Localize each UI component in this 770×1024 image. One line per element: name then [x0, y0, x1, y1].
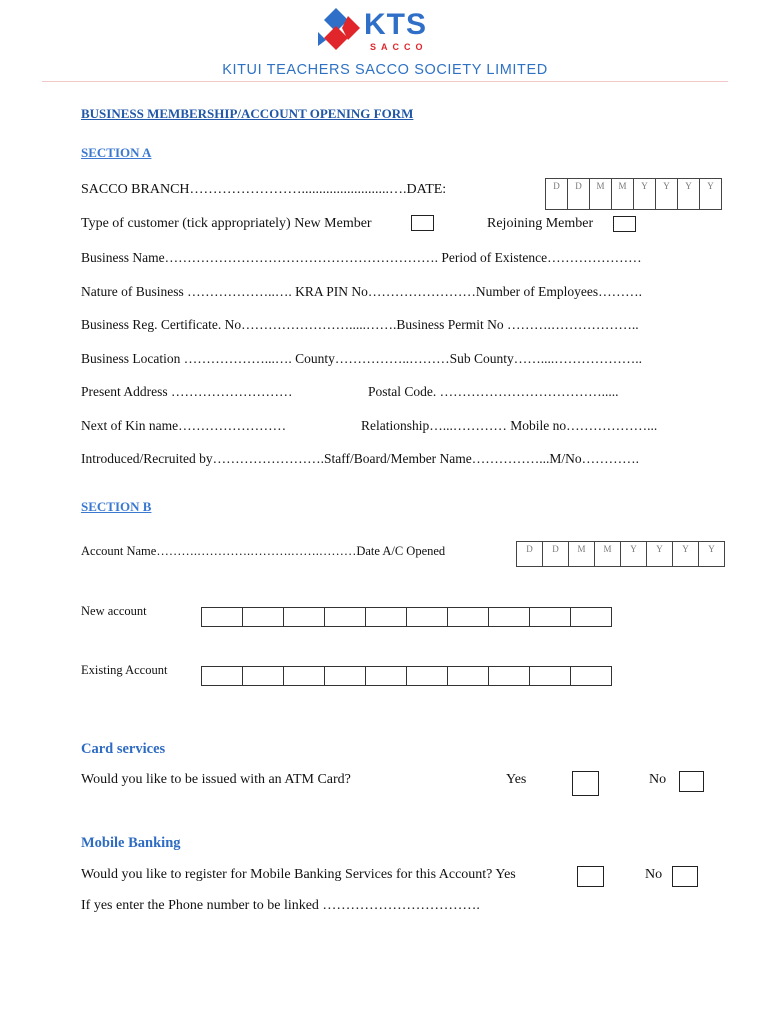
date-cell[interactable]: Y [647, 542, 673, 566]
postal-code-field[interactable]: Postal Code. ………………………………..... [368, 384, 619, 399]
customer-type-label: Type of customer (tick appropriately) New Member [81, 216, 372, 231]
date-cell[interactable]: Y [621, 542, 647, 566]
date-cell[interactable]: Y [673, 542, 699, 566]
date-opened-boxes[interactable] [516, 541, 725, 567]
kts-logo [314, 6, 444, 54]
atm-yes-label: Yes [506, 772, 527, 787]
kts-logo-mark-icon [314, 6, 364, 52]
date-cell[interactable]: M [590, 179, 612, 209]
date-cell[interactable]: Y [678, 179, 700, 209]
new-member-checkbox[interactable] [411, 215, 434, 231]
date-cell[interactable]: M [569, 542, 595, 566]
date-cell[interactable]: M [612, 179, 634, 209]
date-cell[interactable]: D [546, 179, 568, 209]
date-cell[interactable]: D [517, 542, 543, 566]
rejoining-member-label: Rejoining Member [487, 216, 594, 231]
date-boxes[interactable] [545, 178, 722, 210]
mobile-no-label: No [645, 867, 663, 882]
org-name: KITUI TEACHERS SACCO SOCIETY LIMITED [222, 62, 548, 78]
atm-yes-checkbox[interactable] [572, 771, 599, 796]
atm-no-label: No [649, 772, 667, 787]
business-name-field[interactable]: Business Name……………………………………………………. Period of Existence………………… [81, 250, 642, 265]
date-cell[interactable]: Y [656, 179, 678, 209]
date-cell[interactable]: M [595, 542, 621, 566]
date-cell[interactable]: D [568, 179, 590, 209]
atm-no-checkbox[interactable] [679, 771, 704, 792]
business-location-field[interactable]: Business Location ………………...…. County……………..………Sub County……....……………….. [81, 351, 643, 366]
present-address-field[interactable]: Present Address ……………………… [81, 384, 293, 399]
section-b-heading: SECTION B [81, 499, 152, 514]
existing-account-label: Existing Account [81, 663, 168, 677]
account-name-field[interactable]: Account Name……….………….……….…….………Date A/C Opened [81, 544, 446, 558]
sacco-branch-field[interactable]: SACCO BRANCH…………………….........................….DATE: [81, 182, 447, 197]
mobile-yes-checkbox[interactable] [577, 866, 604, 887]
phone-number-field[interactable]: If yes enter the Phone number to be linked ……………………………. [81, 898, 480, 913]
section-a-heading: SECTION A [81, 145, 152, 160]
rejoining-member-checkbox[interactable] [613, 216, 636, 232]
date-cell[interactable]: Y [708, 544, 715, 554]
mobile-banking-heading: Mobile Banking [81, 835, 181, 851]
date-cell[interactable]: D [543, 542, 569, 566]
introduced-by-field[interactable]: Introduced/Recruited by…………………….Staff/Board/Member Name……………...M/No…………. [81, 451, 640, 466]
existing-account-number-boxes[interactable] [201, 666, 612, 686]
form-title: BUSINESS MEMBERSHIP/ACCOUNT OPENING FORM [81, 106, 414, 121]
atm-card-question: Would you like to be issued with an ATM Card? [81, 772, 351, 787]
new-account-label: New account [81, 604, 147, 618]
date-cell[interactable]: Y [634, 179, 656, 209]
relationship-mobile-field[interactable]: Relationship…...………… Mobile no………………... [361, 418, 658, 433]
card-services-heading: Card services [81, 741, 166, 757]
new-account-number-boxes[interactable] [201, 607, 612, 627]
mobile-no-checkbox[interactable] [672, 866, 698, 887]
nature-of-business-field[interactable]: Nature of Business ………………..…. KRA PIN No……………………Number of Employees………. [81, 284, 642, 299]
mobile-banking-question: Would you like to register for Mobile Banking Services for this Account? Yes [81, 867, 516, 882]
logo-sub-text: SACCO [370, 42, 428, 52]
header-divider [42, 81, 728, 82]
business-reg-certificate-field[interactable]: Business Reg. Certificate. No…………………….....…….Business Permit No ……….……………….. [81, 317, 639, 332]
next-of-kin-field[interactable]: Next of Kin name…………………… [81, 418, 287, 433]
date-cell[interactable]: Y [707, 181, 714, 191]
logo-brand-text: KTS [364, 8, 427, 41]
